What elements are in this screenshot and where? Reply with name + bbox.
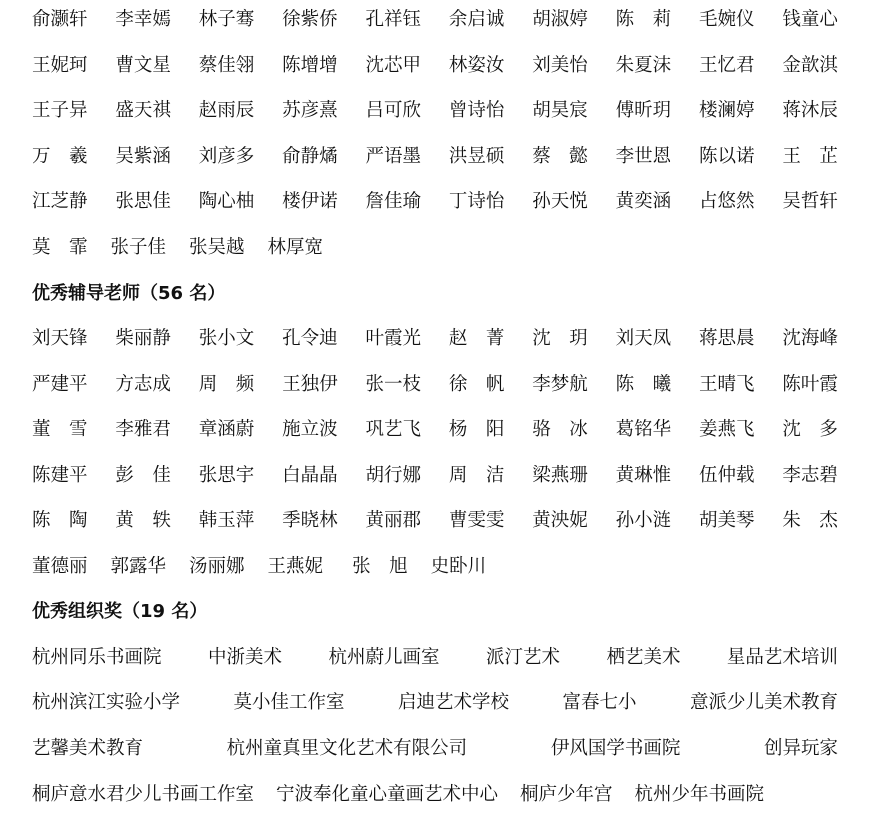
teachers-heading: 优秀辅导老师（56 名） — [32, 283, 226, 304]
teacher-name: 黄琳惟 — [615, 465, 672, 486]
student-name: 俞灏轩 — [32, 9, 88, 30]
student-name: 陶心柚 — [198, 191, 255, 212]
student-name: 曾诗怡 — [448, 100, 505, 121]
teacher-name: 郭露华 — [110, 556, 167, 577]
student-name: 余启诚 — [448, 9, 505, 30]
student-name: 詹佳瑜 — [365, 191, 422, 212]
teacher-name: 沈 玥 — [532, 328, 588, 349]
teacher-name: 张小文 — [198, 328, 255, 349]
organization-name: 杭州蔚儿画室 — [328, 647, 440, 668]
teacher-name: 李梦航 — [532, 374, 588, 395]
student-name: 王子异 — [32, 100, 88, 121]
organization-name: 宁波奉化童心童画艺术中心 — [276, 784, 499, 805]
teacher-name: 严建平 — [32, 374, 88, 395]
student-name: 曹文星 — [115, 55, 171, 76]
teacher-name: 赵 菁 — [448, 328, 505, 349]
student-name: 毛婉仪 — [699, 9, 755, 30]
student-name: 苏彦熹 — [282, 100, 338, 121]
teacher-name: 方志成 — [115, 374, 171, 395]
student-name: 林姿汝 — [448, 55, 505, 76]
student-row — [32, 187, 838, 217]
student-name: 沈芯甲 — [365, 55, 422, 76]
student-name: 张思佳 — [115, 191, 171, 212]
teacher-row — [32, 506, 838, 536]
student-name: 孙天悦 — [532, 191, 588, 212]
teacher-name: 章涵蔚 — [198, 419, 255, 440]
teacher-name: 蒋思晨 — [699, 328, 755, 349]
student-name: 赵雨辰 — [198, 100, 255, 121]
organization-name: 莫小佳工作室 — [233, 692, 345, 713]
teacher-name: 季晓林 — [282, 510, 338, 531]
student-name: 林厚宽 — [267, 237, 324, 258]
teacher-name: 沈 多 — [782, 419, 838, 440]
teacher-name: 陈建平 — [32, 465, 88, 486]
organization-name: 启迪艺术学校 — [397, 692, 509, 713]
student-name: 金歆淇 — [782, 55, 838, 76]
student-name: 孔祥钰 — [365, 9, 422, 30]
teacher-name: 韩玉萍 — [198, 510, 255, 531]
teacher-row — [32, 415, 838, 445]
student-name: 占悠然 — [699, 191, 755, 212]
teacher-name: 胡美琴 — [699, 510, 755, 531]
teacher-name: 周 洁 — [448, 465, 505, 486]
teacher-name: 徐 帆 — [448, 374, 505, 395]
organization-name: 星品艺术培训 — [726, 647, 838, 668]
teacher-name: 彭 佳 — [115, 465, 171, 486]
student-name: 江芝静 — [32, 191, 88, 212]
student-name: 傅昕玥 — [615, 100, 672, 121]
student-name: 蒋沐辰 — [782, 100, 838, 121]
organization-name: 创异玩家 — [763, 738, 838, 759]
student-name: 李世恩 — [615, 146, 672, 167]
student-row — [32, 142, 838, 172]
student-name: 王妮珂 — [32, 55, 88, 76]
student-name: 黄奕涵 — [615, 191, 672, 212]
student-name: 吴哲轩 — [782, 191, 838, 212]
student-row — [32, 96, 838, 126]
organization-row — [32, 688, 838, 718]
student-name: 吕可欣 — [365, 100, 422, 121]
teacher-row — [32, 370, 838, 400]
teacher-name: 陈叶霞 — [782, 374, 838, 395]
teacher-name: 陈 曦 — [615, 374, 672, 395]
organization-name: 桐庐意水君少儿书画工作室 — [32, 784, 255, 805]
teacher-row — [32, 324, 838, 354]
teacher-name: 姜燕飞 — [699, 419, 755, 440]
teacher-name: 伍仲载 — [699, 465, 755, 486]
student-name: 张吴越 — [189, 237, 245, 258]
student-name: 林子骞 — [198, 9, 255, 30]
teacher-name: 刘天锋 — [32, 328, 88, 349]
student-name: 王 芷 — [782, 146, 838, 167]
student-name: 张子佳 — [110, 237, 167, 258]
teacher-name: 葛铭华 — [615, 419, 672, 440]
student-row — [32, 51, 838, 81]
organization-name: 意派少儿美术教育 — [689, 692, 838, 713]
teacher-name: 张思宇 — [198, 465, 255, 486]
organization-row — [32, 734, 838, 764]
student-name: 刘彦多 — [198, 146, 255, 167]
student-name: 莫 霏 — [32, 237, 88, 258]
teacher-name: 孔令迪 — [282, 328, 338, 349]
teacher-row — [32, 552, 838, 582]
organization-name: 艺馨美术教育 — [32, 738, 144, 759]
student-name: 陈以诺 — [699, 146, 755, 167]
student-name: 王忆君 — [699, 55, 755, 76]
teacher-name: 骆 冰 — [532, 419, 588, 440]
organization-row — [32, 643, 838, 673]
teacher-name: 董德丽 — [32, 556, 88, 577]
teacher-name: 张 旭 — [352, 556, 408, 577]
student-name: 陈 莉 — [615, 9, 672, 30]
teacher-name: 陈 陶 — [32, 510, 88, 531]
teacher-name: 孙小涟 — [615, 510, 672, 531]
teacher-name: 王燕妮 — [267, 556, 324, 577]
teacher-name: 王独伊 — [282, 374, 338, 395]
student-name: 蔡 懿 — [532, 146, 588, 167]
teacher-name: 胡行娜 — [365, 465, 422, 486]
teacher-name: 董 雪 — [32, 419, 88, 440]
student-name: 胡昊宸 — [532, 100, 588, 121]
teacher-name: 黄泱妮 — [532, 510, 588, 531]
teacher-name: 沈海峰 — [782, 328, 838, 349]
organization-name: 伊风国学书画院 — [550, 738, 681, 759]
teacher-name: 曹雯雯 — [448, 510, 505, 531]
teacher-name: 李志碧 — [782, 465, 838, 486]
student-name: 吴紫涵 — [115, 146, 171, 167]
student-name: 朱夏沫 — [615, 55, 672, 76]
teacher-name: 朱 杰 — [782, 510, 838, 531]
teacher-name: 杨 阳 — [448, 419, 505, 440]
organization-name: 中浙美术 — [207, 647, 282, 668]
teacher-row — [32, 461, 838, 491]
teacher-name: 白晶晶 — [282, 465, 338, 486]
organization-name: 杭州同乐书画院 — [32, 647, 162, 668]
teacher-name: 周 频 — [198, 374, 255, 395]
teacher-name: 巩艺飞 — [365, 419, 422, 440]
student-name: 洪昱硕 — [448, 146, 505, 167]
student-row — [32, 233, 838, 263]
student-name: 蔡佳翎 — [198, 55, 255, 76]
student-name: 钱童心 — [782, 9, 838, 30]
organization-name: 桐庐少年宫 — [520, 784, 613, 805]
teacher-name: 黄 轶 — [115, 510, 171, 531]
student-name: 李幸嫣 — [115, 9, 171, 30]
teacher-name: 柴丽静 — [115, 328, 171, 349]
teacher-name: 史卧川 — [430, 556, 487, 577]
organization-name: 杭州少年书画院 — [634, 784, 765, 805]
teacher-name: 汤丽娜 — [189, 556, 245, 577]
student-name: 丁诗怡 — [448, 191, 505, 212]
student-name: 楼伊诺 — [282, 191, 338, 212]
organization-row — [32, 780, 838, 810]
student-name: 陈增增 — [282, 55, 338, 76]
student-row — [32, 5, 838, 35]
teacher-name: 施立波 — [282, 419, 338, 440]
student-name: 楼澜婷 — [699, 100, 755, 121]
student-name: 俞静燏 — [282, 146, 338, 167]
organization-name: 杭州童真里文化艺术有限公司 — [226, 738, 468, 759]
teacher-name: 黄丽郡 — [365, 510, 422, 531]
teacher-name: 刘天凤 — [615, 328, 672, 349]
organization-name: 富春七小 — [562, 692, 637, 713]
teacher-name: 梁燕珊 — [532, 465, 588, 486]
organization-name: 杭州滨江实验小学 — [32, 692, 181, 713]
organization-name: 派汀艺术 — [485, 647, 560, 668]
teacher-name: 李雅君 — [115, 419, 171, 440]
student-name: 万 羲 — [32, 146, 88, 167]
student-name: 徐紫侨 — [282, 9, 338, 30]
teacher-name: 叶霞光 — [365, 328, 422, 349]
teacher-name: 张一枝 — [365, 374, 422, 395]
student-name: 严语墨 — [365, 146, 422, 167]
student-name: 盛天祺 — [115, 100, 171, 121]
organizations-heading: 优秀组织奖（19 名） — [32, 601, 208, 622]
student-name: 胡淑婷 — [532, 9, 588, 30]
organization-name: 栖艺美术 — [606, 647, 681, 668]
student-name: 刘美怡 — [532, 55, 588, 76]
teacher-name: 王晴飞 — [699, 374, 755, 395]
